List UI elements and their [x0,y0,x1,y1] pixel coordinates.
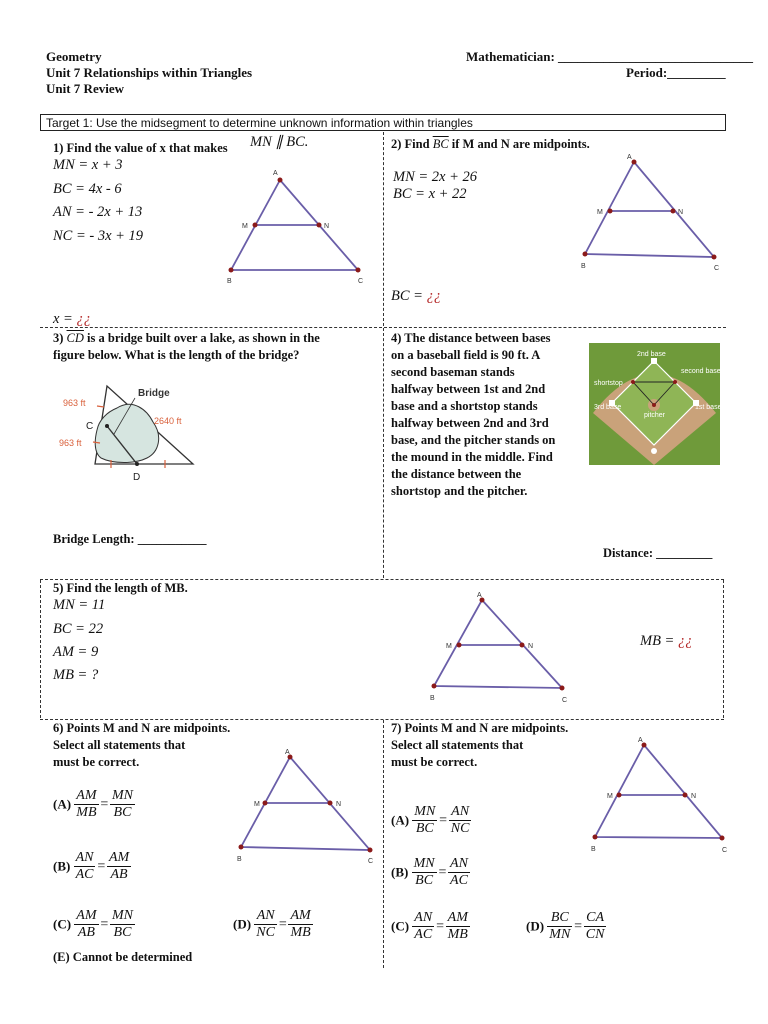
fig-d-label: D [133,472,141,483]
p4-line: the mound in the middle. Find [391,450,553,464]
vertex-label: N [691,793,697,800]
vertex-label: M [607,793,613,800]
p3-segment: $\overline{CD}$ [66,331,84,345]
p5-triangle-figure [420,590,580,708]
vertex-label: C [368,858,374,865]
p7-line: Select all statements that [391,738,524,752]
p4-line: second baseman stands [391,365,515,379]
p6-line: must be correct. [53,755,140,769]
p1-eq2: BC = 4x - 6 [53,181,122,197]
p5-answer: MB = ¿¿ [640,633,693,649]
fig-length-label: 963 ft [59,438,82,448]
fig-second-base: 2nd base [637,351,666,358]
fig-bridge-label: Bridge [138,388,170,399]
vertex-label: C [722,847,728,854]
fraction: $\frac{AN}{AC}$ [450,856,468,888]
fraction: $\frac{AM}{AB}$ [108,850,130,882]
vertex-label: B [581,263,586,270]
vertex-label: B [227,278,232,285]
fig-first-base: 1st base [695,404,722,411]
vertex-label: B [430,695,435,702]
p4-line: 4) The distance between bases [391,331,551,345]
p3-answer: Bridge Length: ___________ [53,532,207,546]
option-label: (C) [391,918,410,934]
fig-length-label: 2640 ft [154,416,182,426]
fraction: $\frac{BC}{MN}$ [549,910,571,942]
vertex-label: N [324,223,330,230]
fraction: $\frac{AM}{MB}$ [447,910,468,942]
fraction: $\frac{MN}{BC}$ [111,788,133,820]
p3-num: 3) [53,331,64,345]
p4-line: on a baseball field is 90 ft. A [391,348,541,362]
p7-option-a[interactable]: (A) $\frac{MN}{BC}$ = $\frac{AN}{NC}$ [391,804,470,836]
p7-line: must be correct. [391,755,478,769]
divider [383,328,384,578]
p4-line: base, and the pitcher stands on [391,433,556,447]
p5-prompt: 5) Find the length of MB. [53,581,188,595]
fraction: $\frac{MN}{BC}$ [414,804,436,836]
p7-line: 7) Points M and N are midpoints. [391,721,569,735]
p6-option-a[interactable]: (A) $\frac{AM}{MB}$ = $\frac{MN}{BC}$ [53,788,133,820]
p2-prompt [391,136,590,153]
divider [723,580,724,718]
option-label: (B) [53,858,71,874]
vertex-label: C [562,697,568,704]
fig-shortstop: shortstop [594,380,623,387]
fraction: $\frac{CA}{CN}$ [585,910,605,942]
fraction: $\frac{AN}{NC}$ [256,908,275,940]
vertex-label: B [237,856,242,863]
p2-triangle-figure [572,150,732,274]
p2-prompt-a: 2) Find [391,137,430,151]
vertex-label: M [254,801,260,808]
target-box: Target 1: Use the midsegment to determine unknown information within triangles [40,114,726,131]
p3-bridge-figure [55,380,200,485]
fig-length-label: 963 ft [63,398,86,408]
p7-option-b[interactable]: (B) $\frac{MN}{BC}$ = $\frac{AN}{AC}$ [391,856,468,888]
p4-line: shortstop and the pitcher. [391,484,528,498]
p4-prompt [391,330,586,500]
p4-answer: Distance: _________ [603,546,713,560]
fig-pitcher: pitcher [644,412,666,419]
fraction: $\frac{AN}{AC}$ [414,910,433,942]
mathematician-field: Mathematician: ______________________________ [466,49,754,64]
option-label: (D) [526,918,545,934]
vertex-label: A [285,749,290,756]
vertex-label: N [678,209,684,216]
p4-line: halfway between 2nd and 3rd [391,416,549,430]
unit-title: Unit 7 Relationships within Triangles [46,65,253,80]
vertex-label: N [336,801,342,808]
p5-eq1: MN = 11 [53,597,106,613]
p6-line: Select all statements that [53,738,186,752]
p2-eq1: MN = 2x + 26 [393,169,478,185]
vertex-label: M [597,209,603,216]
fraction: $\frac{AN}{NC}$ [450,804,470,836]
p1-eq4: NC = - 3x + 19 [53,228,144,244]
p6-option-b[interactable]: (B) $\frac{AN}{AC}$ = $\frac{AM}{AB}$ [53,850,130,882]
vertex-label: C [714,265,720,272]
p6-option-d[interactable]: (D) $\frac{AN}{NC}$ = $\frac{AM}{MB}$ [233,908,311,940]
fraction: $\frac{AM}{AB}$ [76,908,97,940]
course-title: Geometry [46,49,102,64]
p5-eq3: AM = 9 [53,644,99,660]
p1-eq3: AN = - 2x + 13 [53,204,143,220]
vertex-label: N [528,643,534,650]
p4-line: base and a shortstop stands [391,399,538,413]
p3-prompt [53,330,373,364]
p3-prompt-line2: figure below. What is the length of the bridge? [53,348,300,362]
p6-prompt [53,720,230,771]
period-field: Period:_________ [626,65,726,80]
divider [383,720,384,968]
option-label: (B) [391,864,409,880]
fraction: $\frac{MN}{BC}$ [111,908,133,940]
option-label: (C) [53,916,72,932]
option-label: (A) [391,812,410,828]
fraction: $\frac{MN}{BC}$ [413,856,435,888]
p1-condition: MN ∥ BC. [250,134,309,150]
vertex-label: C [358,278,364,285]
vertex-label: A [627,154,632,161]
p5-eq2: BC = 22 [53,621,104,637]
p6-line: 6) Points M and N are midpoints. [53,721,231,735]
p6-option-c[interactable]: (C) $\frac{AM}{AB}$ = $\frac{MN}{BC}$ [53,908,133,940]
p2-answer: BC = ¿¿ [391,288,442,304]
vertex-label: A [477,592,482,599]
divider [40,580,41,718]
p5-eq4: MB = ? [53,667,99,683]
p4-line: the distance between the [391,467,522,481]
p1-answer: x = ¿¿ [53,311,91,327]
p3-prompt-line1: is a bridge built over a lake, as shown in the [87,331,320,345]
vertex-label: B [591,846,596,853]
p7-option-c[interactable]: (C) $\frac{AN}{AC}$ = $\frac{AM}{MB}$ [391,910,468,942]
vertex-label: M [446,643,452,650]
fig-c-label: C [86,421,94,432]
p6-option-e[interactable]: (E) Cannot be determined [53,950,193,964]
vertex-label: A [638,737,643,744]
fig-second-baseman: second baseman [681,368,735,375]
fraction: $\frac{AM}{MB}$ [76,788,97,820]
option-label: (D) [233,916,252,932]
vertex-label: M [242,223,248,230]
fraction: $\frac{AN}{AC}$ [75,850,94,882]
p4-baseball-figure [589,343,735,465]
p2-prompt-b: if M and N are midpoints. [451,137,590,151]
fraction: $\frac{AM}{MB}$ [290,908,311,940]
p1-prompt: 1) Find the value of x that makes [53,141,228,155]
p2-segment: $\overline{BC}$ [432,137,449,151]
p7-triangle-figure [582,733,732,855]
p7-option-d[interactable]: (D) $\frac{BC}{MN}$ = $\frac{CA}{CN}$ [526,910,605,942]
p6-triangle-figure [228,745,378,867]
p4-line: halfway between 1st and 2nd [391,382,546,396]
option-label: (A) [53,796,72,812]
p7-prompt [391,720,568,771]
review-title: Unit 7 Review [46,81,124,96]
vertex-label: A [273,170,278,177]
p1-triangle-figure [218,166,368,290]
p2-eq2: BC = x + 22 [393,186,467,202]
divider [383,132,384,326]
p1-eq1: MN = x + 3 [53,157,123,173]
fig-third-base: 3rd base [594,404,622,411]
